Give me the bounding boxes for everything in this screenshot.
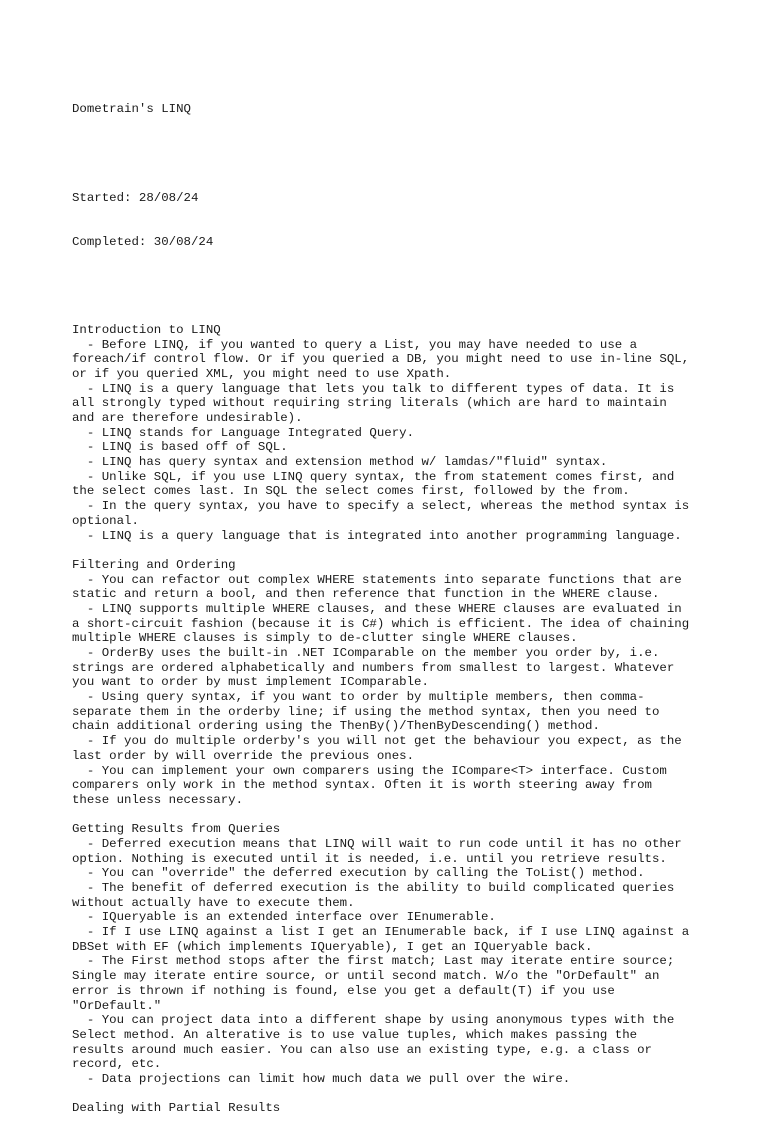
section-heading: Introduction to LINQ (72, 322, 221, 337)
note-line: DBSet with EF (which implements IQueryable), I get an IQueryable back. (72, 939, 593, 954)
note-line: - If I use LINQ against a list I get an IEnumerable back, if I use LINQ against a (72, 925, 690, 940)
note-line: - IQueryable is an extended interface over IEnumerable. (72, 910, 496, 925)
note-line: "OrDefault." (72, 998, 162, 1013)
note-line: chain additional ordering using the ThenBy()/ThenByDescending() method. (72, 719, 600, 734)
note-line: comparers only work in the method syntax. Often it is worth steering away from (72, 778, 652, 793)
spacer (72, 1087, 702, 1102)
sections-container (72, 323, 702, 1116)
note-line: - LINQ is a query language that lets you talk to different types of data. It is (72, 381, 675, 396)
note-line: separate them in the orderby line; if using the method syntax, then you need to (72, 704, 660, 719)
spacer (72, 147, 702, 162)
note-line: - In the query syntax, you have to specify a select, whereas the method syntax is (72, 499, 690, 514)
note-line: without actually have to execute them. (72, 895, 355, 910)
note-line: option. Nothing is executed until it is needed, i.e. until you retrieve results. (72, 851, 667, 866)
note-line: - You can refactor out complex WHERE statements into separate functions that are (72, 572, 682, 587)
note-line: - You can project data into a different shape by using anonymous types with the (72, 1013, 675, 1028)
note-line: Select method. An alterative is to use value tuples, which makes passing the (72, 1027, 638, 1042)
spacer (72, 279, 702, 294)
note-line: - LINQ is a query language that is integrated into another programming language. (72, 528, 682, 543)
note-line: results around much easier. You can also use an existing type, e.g. a class or (72, 1042, 652, 1057)
note-line: - LINQ supports multiple WHERE clauses, and these WHERE clauses are evaluated in (72, 601, 682, 616)
note-line: foreach/if control flow. Or if you queried a DB, you might need to use in-line SQL, (72, 352, 690, 367)
note-line: these unless necessary. (72, 792, 244, 807)
document-title: Dometrain's LINQ (72, 102, 191, 117)
note-line: last order by will override the previous ones. (72, 748, 415, 763)
started-date: Started: 28/08/24 (72, 190, 199, 205)
section-heading: Filtering and Ordering (72, 557, 236, 572)
note-line: strings are ordered alphabetically and numbers from smallest to largest. Whatever (72, 660, 675, 675)
section (72, 558, 702, 822)
note-line: - LINQ has query syntax and extension method w/ lamdas/"fluid" syntax. (72, 455, 608, 470)
note-line: - LINQ is based off of SQL. (72, 440, 288, 455)
note-line: - LINQ stands for Language Integrated Query. (72, 425, 415, 440)
section (72, 822, 702, 1101)
note-line: - You can "override" the deferred execution by calling the ToList() method. (72, 866, 645, 881)
section-heading: Dealing with Partial Results (72, 1101, 281, 1116)
section-heading: Getting Results from Queries (72, 822, 281, 837)
section (72, 1101, 702, 1116)
note-line: - OrderBy uses the built-in .NET IComparable on the member you order by, i.e. (72, 646, 660, 660)
spacer (72, 543, 702, 558)
note-line: a short-circuit fashion (because it is C#) which is efficient. The idea of chaining (72, 616, 690, 631)
note-line: - Unlike SQL, if you use LINQ query syntax, the from statement comes first, and (72, 469, 675, 484)
document-body (72, 73, 702, 1131)
note-line: static and return a bool, and then reference that function in the WHERE clause. (72, 587, 660, 602)
note-line: - The benefit of deferred execution is the ability to build complicated queries (72, 881, 675, 895)
note-line: - If you do multiple orderby's you will not get the behaviour you expect, as the (72, 734, 682, 749)
section (72, 323, 702, 558)
spacer (72, 808, 702, 823)
note-line: - Deferred execution means that LINQ will wait to run code until it has no other (72, 836, 682, 851)
note-line: Single may iterate entire source, or until second match. W/o the "OrDefault" an (72, 969, 660, 984)
note-line: or if you queried XML, you might need to use Xpath. (72, 366, 452, 381)
note-line: and are therefore undesirable). (72, 411, 303, 425)
note-line: you want to order by must implement IComparable. (72, 675, 429, 690)
note-line: - You can implement your own comparers using the ICompare<T> interface. Custom (72, 763, 667, 778)
note-line: record, etc. (72, 1057, 162, 1072)
note-line: - The First method stops after the first match; Last may iterate entire source; (72, 954, 675, 969)
note-line: - Before LINQ, if you wanted to query a List, you may have needed to use a (72, 337, 638, 352)
note-line: all strongly typed without requiring string literals (which are hard to maintain (72, 396, 667, 411)
completed-date: Completed: 30/08/24 (72, 234, 214, 249)
note-line: multiple WHERE clauses is simply to de-clutter single WHERE clauses. (72, 631, 578, 646)
note-line: - Using query syntax, if you want to order by multiple members, then comma- (72, 690, 645, 705)
note-line: the select comes last. In SQL the select comes first, followed by the from. (72, 484, 630, 499)
note-line: - Data projections can limit how much data we pull over the wire. (72, 1071, 571, 1086)
note-line: error is thrown if nothing is found, else you get a default(T) if you use (72, 983, 615, 998)
note-line: optional. (72, 513, 139, 528)
